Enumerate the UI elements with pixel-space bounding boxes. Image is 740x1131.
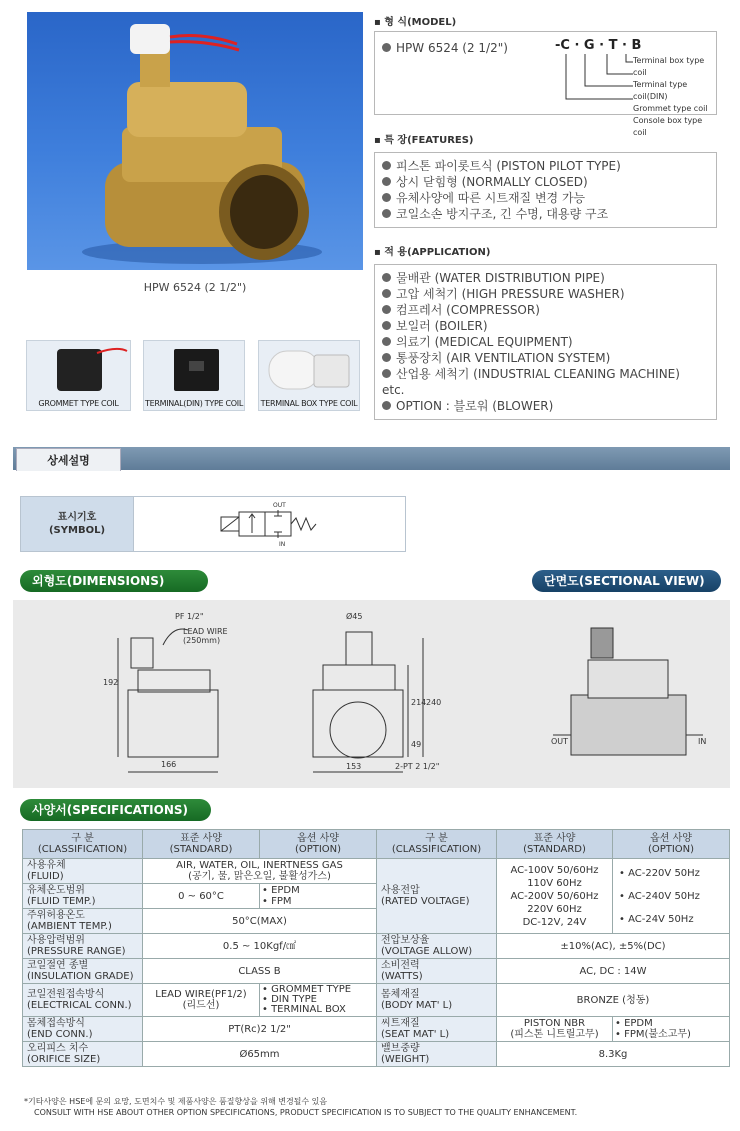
bullet-icon xyxy=(382,353,391,362)
application-item: 물배관 (WATER DISTRIBUTION PIPE) xyxy=(382,270,680,286)
bullet-icon xyxy=(382,193,391,202)
section-title: 단면도(SECTIONAL VIEW) xyxy=(532,570,721,592)
dimensions-panel xyxy=(13,600,730,788)
feature-item: 코일소손 방지구조, 긴 수명, 대용량 구조 xyxy=(382,206,621,222)
dimensions-title: 외형도(DIMENSIONS) xyxy=(20,570,208,592)
din-coil-image: TERMINAL(DIN) TYPE COIL xyxy=(143,340,245,411)
application-item: 보일러 (BOILER) xyxy=(382,318,680,334)
symbol-out: OUT xyxy=(273,502,286,509)
dim-214: 214 xyxy=(411,698,427,707)
table-row: 유체온도범위 (FLUID TEMP.) 0 ~ 60°C • EPDM • FPM xyxy=(23,884,730,909)
dim-pt: 2-PT 2 1/2" xyxy=(395,762,440,771)
table-row: 오리피스 치수 (ORIFICE SIZE) Ø65mm 밸브중량 (WEIGHT) 8.3Kg xyxy=(23,1042,730,1067)
note-ko: *기타사양은 HSE에 문의 요망, 도면치수 및 제품사양은 품질향상을 위해 변경될수 있음 xyxy=(24,1097,328,1106)
table-row: 주위허용온도 (AMBIENT TEMP.) 50°C(MAX) xyxy=(23,909,730,934)
dim-49: 49 xyxy=(411,740,422,749)
dim-lead-length: (250mm) xyxy=(183,636,221,645)
dim-166: 166 xyxy=(161,760,177,769)
grommet-coil-image: GROMMET TYPE COIL xyxy=(26,340,131,411)
product-caption: HPW 6524 (2 1/2") xyxy=(143,281,247,294)
features-heading: ▪ 특 장(FEATURES) xyxy=(374,135,474,146)
bullet-icon xyxy=(382,289,391,298)
table-row: 사용압력범위 (PRESSURE RANGE) 0.5 ~ 10Kgf/㎠ 전압보상율 (VOLTAGE ALLOW) ±10%(AC), ±5%(DC) xyxy=(23,934,730,959)
bullet-icon xyxy=(382,369,391,378)
model-heading: ▪ 형 식(MODEL) xyxy=(374,17,457,28)
table-row: 코일절연 종별 (INSULATION GRADE) CLASS B 소비전력 (WATTS) AC, DC : 14W xyxy=(23,959,730,984)
dim-153: 153 xyxy=(346,762,362,771)
symbol-label-ko: 표시기호 xyxy=(57,512,97,523)
application-heading: ▪ 적 용(APPLICATION) xyxy=(374,247,491,258)
feature-item: 상시 닫힘형 (NORMALLY CLOSED) xyxy=(382,174,621,190)
bullet-icon xyxy=(382,337,391,346)
model-text: HPW 6524 (2 1/2") xyxy=(396,41,508,55)
dim-192: 192 xyxy=(103,678,119,687)
model-option-4: Console box type coil xyxy=(633,116,703,137)
bullet-icon xyxy=(382,209,391,218)
feature-item: 유체사양에 따른 시트재질 변경 가능 xyxy=(382,190,621,206)
spec-table xyxy=(22,829,730,1067)
symbol-label-en: (SYMBOL) xyxy=(48,525,106,536)
model-option-3: Grommet type coil xyxy=(633,104,708,113)
bullet-icon xyxy=(382,305,391,314)
application-item: 산업용 세척기 (INDUSTRIAL CLEANING MACHINE) xyxy=(382,366,680,382)
application-item: 컴프레서 (COMPRESSOR) xyxy=(382,302,680,318)
dim-45: Ø45 xyxy=(346,612,363,621)
feature-item: 피스톤 파이롯트식 (PISTON PILOT TYPE) xyxy=(382,158,621,174)
bullet-icon xyxy=(382,43,391,52)
dim-240: 240 xyxy=(426,698,442,707)
model-code: -C · G · T · B xyxy=(555,38,642,53)
bullet-icon xyxy=(382,273,391,282)
dim-lead-wire: LEAD WIRE xyxy=(183,627,228,636)
application-box xyxy=(374,264,717,420)
spec-notes xyxy=(24,1096,730,1118)
application-item: 통풍장치 (AIR VENTILATION SYSTEM) xyxy=(382,350,680,366)
table-row: 코일전원접속방식 (ELECTRICAL CONN.) LEAD WIRE(PF1/2) (리드선) • GROMMET TYPE • DIN TYPE • TERMINAL BOX 몸체재질 (BODY MAT' L) BRONZE (청동) xyxy=(23,984,730,1017)
table-row: 구 분 (CLASSIFICATION) 표준 사양 (STANDARD) 옵션 사양 (OPTION) 구 분 (CLASSIFICATION) 표준 사양 (STANDARD) 옵션 사양 (OPTION) xyxy=(23,830,730,859)
bullet-icon xyxy=(382,321,391,330)
bullet-icon xyxy=(382,177,391,186)
dimension-drawing xyxy=(13,600,730,788)
symbol-in: IN xyxy=(279,541,286,548)
dim-pf: PF 1/2" xyxy=(175,612,204,621)
table-row: 몸체접속방식 (END CONN.) PT(Rc)2 1/2" 씨트재질 (SEAT MAT' L) PISTON NBR (피스톤 니트릴고무) • EPDM • FPM(불소고무) xyxy=(23,1017,730,1042)
spec-title: 사양서(SPECIFICATIONS) xyxy=(20,799,211,821)
note-en: CONSULT WITH HSE ABOUT OTHER OPTION SPECIFICATIONS, PRODUCT SPECIFICATION IS TO SUBJECT TO THE QUALITY ENHANCEMENT. xyxy=(34,1108,578,1117)
application-etc: etc. xyxy=(382,383,405,397)
application-item: 고압 세척기 (HIGH PRESSURE WASHER) xyxy=(382,286,680,302)
terminal-box-coil-image: TERMINAL BOX TYPE COIL xyxy=(258,340,360,411)
model-box xyxy=(374,31,717,137)
bullet-icon xyxy=(382,401,391,410)
section-out: OUT xyxy=(551,737,569,746)
features-box xyxy=(374,152,717,228)
section-in: IN xyxy=(698,737,707,746)
tab-detail[interactable]: 상세설명 xyxy=(16,448,121,471)
model-option-2: Terminal type coil(DIN) xyxy=(633,80,688,101)
application-item: 의료기 (MEDICAL EQUIPMENT) xyxy=(382,334,680,350)
bullet-icon xyxy=(382,161,391,170)
model-option-1: Terminal box type coil xyxy=(633,56,705,77)
table-row: 사용유체 (FLUID) AIR, WATER, OIL, INERTNESS GAS (공기, 물, 맑은오일, 불활성가스) 사용전압 (RATED VOLTAGE) AC-100V 50/60Hz 110V 60Hz AC-200V 50/60Hz 220V 60Hz DC-12V, 24V • AC-220V 50Hz • AC-240V 50Hz • AC-24V 50Hz xyxy=(23,859,730,884)
application-option: OPTION : 블로워 (BLOWER) xyxy=(382,398,680,414)
symbol-box xyxy=(20,496,406,552)
product-photo xyxy=(27,12,363,270)
